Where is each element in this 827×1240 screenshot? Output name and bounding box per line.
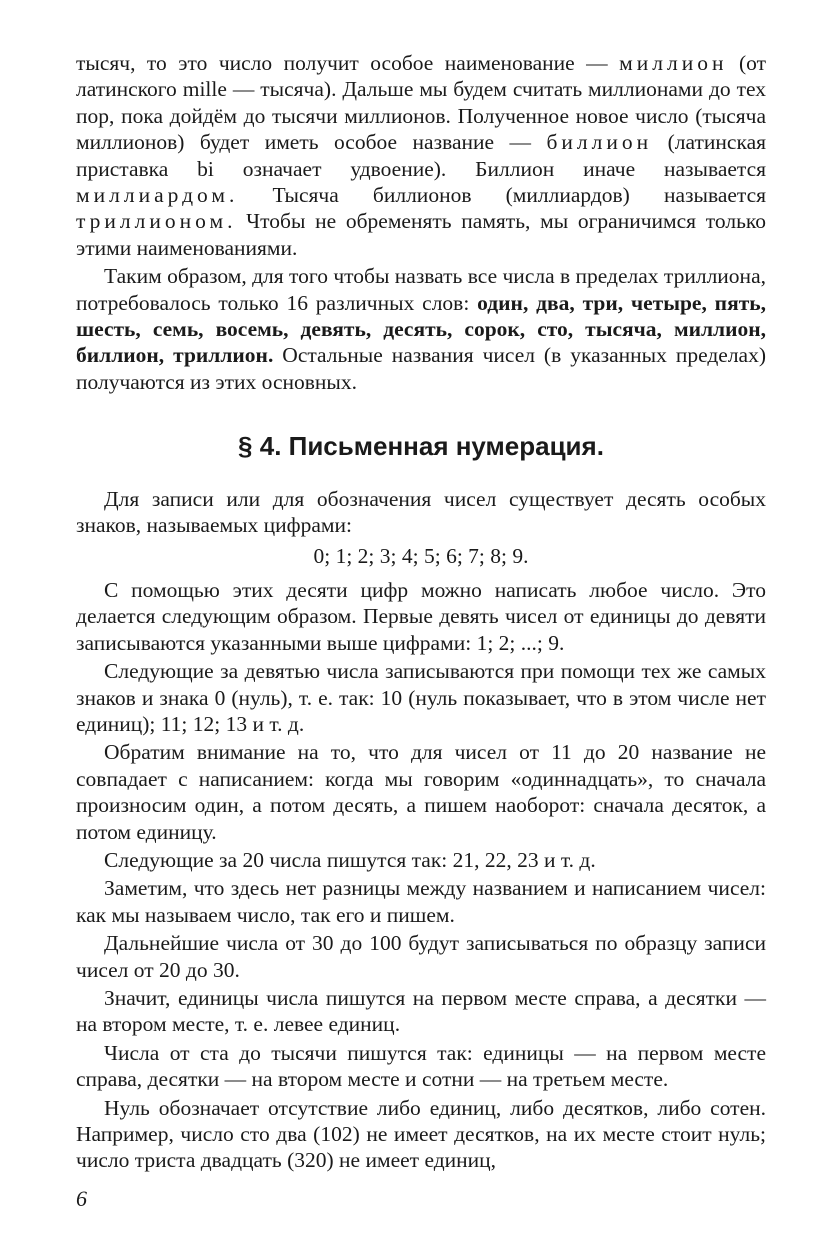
digits-line: 0; 1; 2; 3; 4; 5; 6; 7; 8; 9. — [313, 543, 529, 568]
text-run: Тысяча биллионов (миллиардов) называется — [272, 183, 766, 208]
text-run: тысяч, то это число получит особое наименование — — [76, 51, 608, 75]
paragraph-sixteen-words — [76, 263, 766, 395]
term-trillion: триллионом. — [76, 209, 237, 234]
text-run: Остальные названия чисел (в указанных пределах) получаются из этих основных. — [76, 343, 766, 394]
paragraph-digits-intro: Для записи или для обозначения чисел существует десять особых знаков, называемых цифрами: — [76, 486, 766, 538]
term-million: миллион — [619, 51, 728, 75]
text-run: (от латинского mille — тысяча). Дальше мы будем считать миллионами до тех пор, пока дойдём до тысячи миллионов. Полученное новое число (тысяча миллионов) будет иметь особое название — — [76, 51, 766, 155]
text-run: Таким образом, для того чтобы назвать все числа в пределах триллиона, потребовалось только 16 различных слов: — [76, 264, 766, 315]
paragraph: Нуль обозначает отсутствие либо единиц, либо десятков, либо сотен. Например, число сто два (102) не имеет десятков, на их месте стоит нуль; число триста двадцать (320) не имеет единиц, — [76, 1095, 766, 1173]
text-run: Чтобы не обременять память, мы ограничимся только этими наименованиями. — [76, 209, 766, 260]
section-heading: § 4. Письменная нумерация. — [238, 431, 604, 462]
paragraph: Обратим внимание на то, что для чисел от 11 до 20 название не совпадает с написанием: когда мы говорим «одиннадцать», то сначала произносим один, а потом десять, а пишем наоборот: сначала десяток, а потом единицу. — [76, 740, 766, 844]
paragraph-millions — [76, 50, 766, 261]
paragraph: Числа от ста до тысячи пишутся так: единицы — на первом месте справа, десятки — на втором месте и сотни — на третьем месте. — [76, 1040, 766, 1092]
term-milliard: миллиардом. — [76, 183, 239, 208]
text-run: (латинская приставка bi означает удвоение). Биллион иначе называется — [76, 130, 767, 181]
number-words-list: один, два, три, четыре, пять, шесть, семь, восемь, девять, десять, сорок, сто, тысяча, миллион, биллион, триллион. — [76, 290, 767, 368]
page-body — [76, 50, 766, 1174]
paragraph: Заметим, что здесь нет разницы между названием и написанием чисел: как мы называем число, так его и пишем. — [76, 876, 766, 927]
paragraph: Значит, единицы числа пишутся на первом месте справа, а десятки — на втором месте, т. е. левее единиц. — [76, 986, 766, 1037]
page-number: 6 — [76, 1186, 87, 1211]
term-billion: биллион — [546, 130, 653, 155]
paragraph: Следующие за 20 числа пишутся так: 21, 22, 23 и т. д. — [104, 847, 596, 872]
paragraph: Дальнейшие числа от 30 до 100 будут записываться по образцу записи чисел от 20 до 30. — [76, 931, 766, 982]
paragraph: Следующие за девятью числа записываются при помощи тех же самых знаков и знака 0 (нуль), т. е. так: 10 (нуль показывает, что в этом числе нет единиц); 11; 12; 13 и т. д. — [76, 659, 766, 736]
paragraph: С помощью этих десяти цифр можно написать любое число. Это делается следующим образом. Первые девять чисел от единицы до девяти записываются указанными выше цифрами: 1; 2; ...; 9. — [76, 577, 766, 655]
